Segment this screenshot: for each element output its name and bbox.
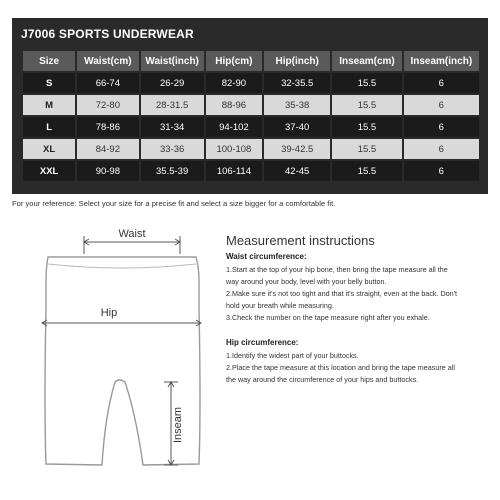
table-row [23, 161, 479, 181]
waist-line: hold your breath while measuring. [226, 301, 334, 310]
waist-title: Waist circumference: [226, 252, 307, 261]
table-header-row [23, 51, 479, 71]
table-cell: 39-42.5 [264, 139, 330, 159]
waist-line: way around your body, level with your belly button. [226, 277, 387, 286]
table-cell: 78-86 [77, 117, 138, 137]
size-cell: XXL [23, 161, 75, 181]
table-row [23, 117, 479, 137]
header-size: Size [23, 51, 75, 71]
table-cell: 42-45 [264, 161, 330, 181]
hip-label: Hip [100, 307, 118, 319]
table-cell: 106-114 [206, 161, 262, 181]
waist-line: 3.Check the number on the tape measure right after you exhale. [226, 313, 430, 322]
table-cell: 15.5 [332, 161, 401, 181]
size-cell: S [23, 73, 75, 93]
table-cell: 15.5 [332, 73, 401, 93]
table-row [23, 73, 479, 93]
hip-title: Hip circumference: [226, 338, 299, 347]
table-row [23, 95, 479, 115]
table-cell: 31-34 [141, 117, 204, 137]
shorts-diagram [18, 220, 208, 488]
hip-line: 1.Identify the widest part of your buttocks. [226, 351, 359, 360]
table-cell: 35.5-39 [141, 161, 204, 181]
header-hip-cm: Hip(cm) [206, 51, 262, 71]
table-cell: 32-35.5 [264, 73, 330, 93]
table-cell: 6 [404, 117, 479, 137]
table-cell: 6 [404, 73, 479, 93]
waist-label: Waist [118, 228, 146, 240]
inseam-label: Inseam [172, 406, 184, 444]
table-cell: 84-92 [77, 139, 138, 159]
table-cell: 15.5 [332, 117, 401, 137]
table-cell: 6 [404, 95, 479, 115]
size-cell: L [23, 117, 75, 137]
table-cell: 90-98 [77, 161, 138, 181]
hip-line: the way around the circumference of your hips and buttocks. [226, 375, 419, 384]
size-cell: XL [23, 139, 75, 159]
table-cell: 26-29 [141, 73, 204, 93]
table-cell: 15.5 [332, 95, 401, 115]
table-cell: 35-38 [264, 95, 330, 115]
table-cell: 82-90 [206, 73, 262, 93]
table-cell: 6 [404, 139, 479, 159]
header-hip-inch: Hip(inch) [264, 51, 330, 71]
table-row [23, 139, 479, 159]
table-cell: 66-74 [77, 73, 138, 93]
header-waist-cm: Waist(cm) [77, 51, 138, 71]
header-inseam-cm: Inseam(cm) [332, 51, 401, 71]
reference-note: For your reference: Select your size for a precise fit and select a size bigger for a comfortable fit. [12, 199, 336, 208]
size-table [21, 49, 481, 183]
table-cell: 28-31.5 [141, 95, 204, 115]
table-cell: 15.5 [332, 139, 401, 159]
table-cell: 100-108 [206, 139, 262, 159]
table-cell: 6 [404, 161, 479, 181]
waist-line: 1.Start at the top of your hip bone, then bring the tape measure all the [226, 265, 448, 274]
instructions-heading: Measurement instructions [226, 233, 375, 248]
header-inseam-inch: Inseam(inch) [404, 51, 479, 71]
size-cell: M [23, 95, 75, 115]
waist-line: 2.Make sure it's not too tight and that it's straight, even at the back. Don't [226, 289, 458, 298]
header-waist-inch: Waist(inch) [141, 51, 204, 71]
table-cell: 37-40 [264, 117, 330, 137]
table-cell: 33-36 [141, 139, 204, 159]
table-cell: 88-96 [206, 95, 262, 115]
hip-line: 2.Place the tape measure at this location and bring the tape measure all [226, 363, 455, 372]
table-cell: 72-80 [77, 95, 138, 115]
table-cell: 94-102 [206, 117, 262, 137]
chart-title: J7006 SPORTS UNDERWEAR [21, 27, 194, 41]
